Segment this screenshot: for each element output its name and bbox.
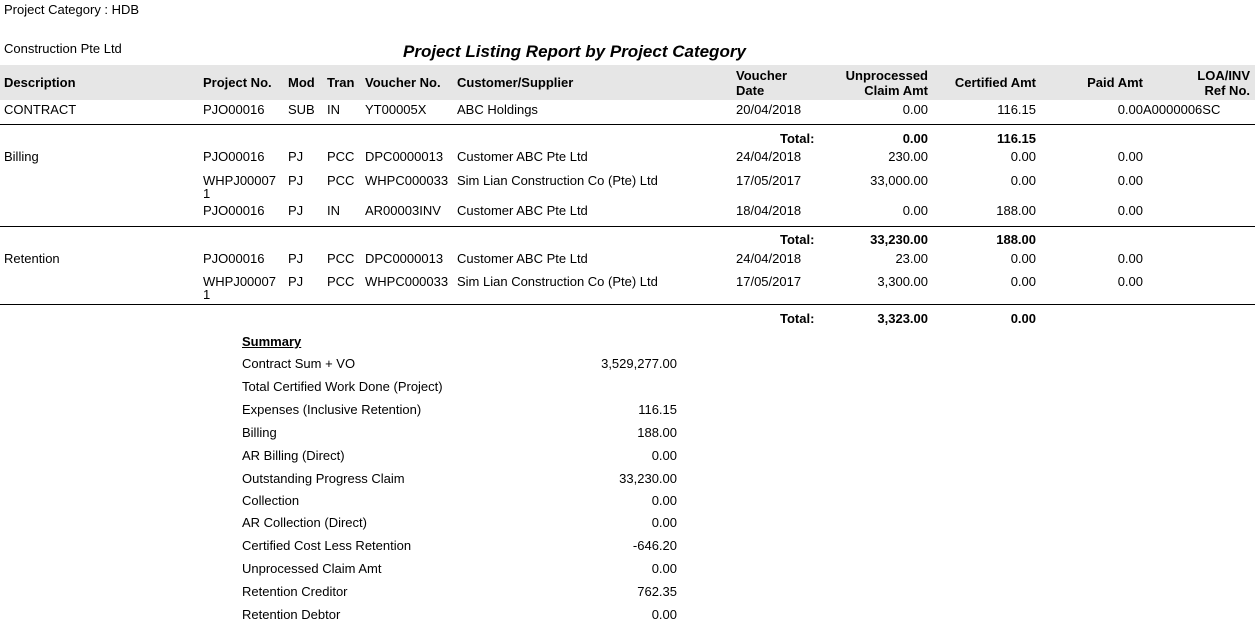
total-certified: 116.15 [996,131,1036,146]
divider [0,124,1255,125]
col-voucher-date-1: Voucher [736,68,788,83]
cell-project: PJO00016 [203,102,265,117]
total-unprocessed: 3,323.00 [877,311,928,326]
cell-customer: Sim Lian Construction Co (Pte) Ltd [457,173,658,188]
cell-certified: 188.00 [996,203,1036,218]
summary-item-label: Billing [242,425,277,440]
summary-item-label: Unprocessed Claim Amt [242,561,382,576]
col-voucher-date-2: Date [736,83,765,98]
cell-date: 18/04/2018 [736,203,802,218]
cell-project: WHPJ00007 1 [203,173,276,201]
summary-item-value: 188.00 [637,425,677,440]
summary-item-label: AR Billing (Direct) [242,448,345,463]
cell-date: 24/04/2018 [736,149,802,164]
total-certified: 0.00 [1010,311,1036,326]
cell-project: PJO00016 [203,203,265,218]
cell-paid: 0.00 [1117,251,1143,266]
cell-customer: Customer ABC Pte Ltd [457,203,588,218]
cell-tran: PCC [327,251,355,266]
cell-mod: PJ [288,149,304,164]
cell-mod: PJ [288,274,304,289]
summary-item-value: 116.15 [638,402,677,417]
summary-item-value: -646.20 [632,538,677,553]
total-label: Total: [780,311,815,326]
divider [0,226,1255,227]
cell-tran: IN [327,203,340,218]
summary-item-value: 3,529,277.00 [601,356,677,371]
cell-mod: SUB [288,102,315,117]
cell-customer: Sim Lian Construction Co (Pte) Ltd [457,274,658,289]
cell-unprocessed: 3,300.00 [877,274,928,289]
total-label: Total: [780,232,815,247]
col-voucher-no: Voucher No. [365,75,441,90]
cell-unprocessed: 23.00 [895,251,928,266]
cell-date: 17/05/2017 [736,173,802,188]
summary-item-label: Certified Cost Less Retention [242,538,412,553]
col-unprocessed-2: Claim Amt [864,83,928,98]
summary-item-value: 33,230.00 [619,471,677,486]
col-paid: Paid Amt [1087,75,1143,90]
col-certified: Certified Amt [954,75,1036,90]
project-category-label: Project Category : HDB [4,2,140,17]
col-loa-1: LOA/INV [1197,68,1250,83]
cell-customer: Customer ABC Pte Ltd [457,149,588,164]
col-description: Description [4,75,76,90]
cell-tran: PCC [327,149,355,164]
summary-item-value: 0.00 [651,561,677,576]
cell-unprocessed: 0.00 [902,102,928,117]
cell-certified: 0.00 [1010,173,1036,188]
cell-date: 17/05/2017 [736,274,802,289]
cell-certified: 0.00 [1010,274,1036,289]
summary-item-label: Outstanding Progress Claim [242,471,405,486]
cell-paid: 0.00 [1117,149,1143,164]
group-description: Retention [4,251,60,266]
cell-paid: 0.00 [1117,274,1143,289]
cell-unprocessed: 0.00 [902,203,928,218]
report-title: Project Listing Report by Project Category [403,42,746,61]
total-unprocessed: 0.00 [902,131,928,146]
cell-customer: Customer ABC Pte Ltd [457,251,588,266]
col-unprocessed-1: Unprocessed [845,68,928,83]
cell-voucher: AR00003INV [365,203,441,218]
divider [0,304,1255,305]
cell-date: 24/04/2018 [736,251,802,266]
total-unprocessed: 33,230.00 [870,232,928,247]
summary-item-value: 762.35 [637,584,677,599]
cell-voucher: WHPC000033 [365,173,449,188]
summary-item-label: AR Collection (Direct) [242,515,367,530]
col-customer: Customer/Supplier [457,75,574,90]
cell-certified: 0.00 [1010,251,1036,266]
cell-unprocessed: 33,000.00 [870,173,928,188]
summary-item-value: 0.00 [651,448,677,463]
cell-unprocessed: 230.00 [888,149,928,164]
cell-tran: PCC [327,173,355,188]
summary-item-label: Collection [242,493,300,508]
total-label: Total: [780,131,815,146]
cell-paid: 0.00 [1117,173,1143,188]
cell-voucher: DPC0000013 [365,149,444,164]
cell-mod: PJ [288,251,304,266]
summary-item-label: Total Certified Work Done (Project) [242,379,443,394]
cell-project: WHPJ00007 1 [203,274,276,302]
col-project-no: Project No. [203,75,272,90]
cell-certified: 116.15 [997,102,1036,117]
cell-tran: PCC [327,274,355,289]
group-description: Billing [4,149,39,164]
cell-voucher: DPC0000013 [365,251,444,266]
cell-mod: PJ [288,173,304,188]
cell-customer: ABC Holdings [457,102,538,117]
summary-item-label: Contract Sum + VO [242,356,356,371]
summary-item-label: Retention Creditor [242,584,348,599]
cell-tran: IN [327,102,340,117]
summary-item-label: Retention Debtor [242,607,341,622]
col-mod: Mod [288,75,315,90]
summary-item-label: Expenses (Inclusive Retention) [242,402,422,417]
col-loa-2: Ref No. [1204,83,1250,98]
cell-voucher: WHPC000033 [365,274,449,289]
cell-mod: PJ [288,203,304,218]
col-tran: Tran [327,75,355,90]
cell-project: PJO00016 [203,251,265,266]
cell-voucher: YT00005X [365,102,427,117]
summary-item-value: 0.00 [651,515,677,530]
cell-certified: 0.00 [1010,149,1036,164]
cell-date: 20/04/2018 [736,102,802,117]
summary-item-value: 0.00 [651,607,677,622]
cell-project: PJO00016 [203,149,265,164]
company-name: Construction Pte Ltd [4,41,122,56]
group-description: CONTRACT [4,102,77,117]
summary-item-value: 0.00 [651,493,677,508]
cell-loa: A0000006SC [1143,102,1221,117]
cell-paid: 0.00 [1117,203,1143,218]
cell-paid: 0.00 [1117,102,1143,117]
total-certified: 188.00 [996,232,1036,247]
summary-heading: Summary [242,334,302,349]
